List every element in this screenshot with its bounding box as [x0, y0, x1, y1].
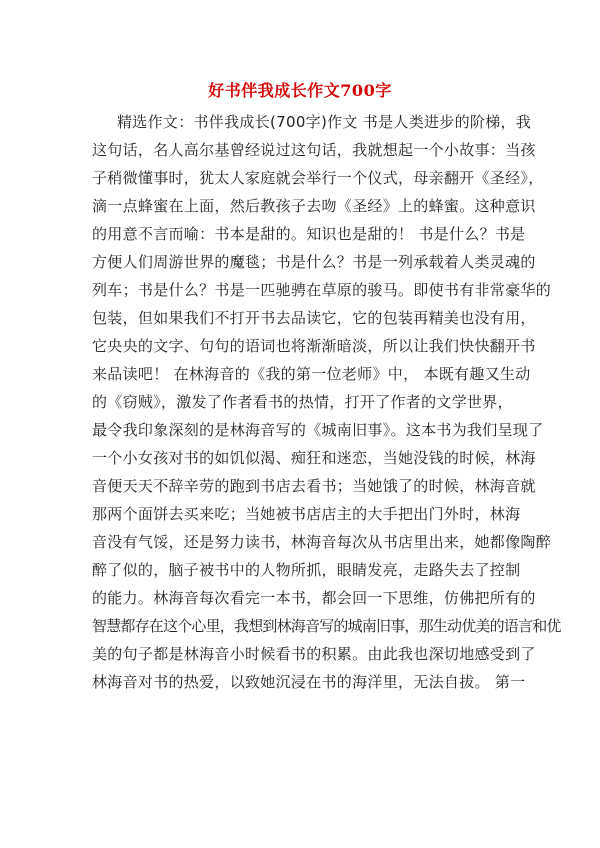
body-line: 来品读吧！ 在林海音的《我的第一位老师》中， 本既有趣又生动 — [92, 365, 531, 383]
body-line: 美的句子都是林海音小时候看书的积累。由此我也深切地感受到了 — [92, 645, 536, 663]
body-line: 音便天天不辞辛劳的跑到书店去看书；当她饿了的时候，林海音就 — [92, 477, 536, 495]
body-line: 方便人们周游世界的魔毯；书是什么？书是一列承载着人类灵魂的 — [92, 253, 536, 271]
body-line: 的用意不言而喻：书本是甜的。知识也是甜的！ 书是什么？书是 — [92, 225, 526, 243]
body-line: 精选作文：书伴我成长(700字)作文 书是人类进步的阶梯，我 — [117, 113, 532, 131]
body-line: 它央央的文字、句句的语词也将渐渐暗淡，所以让我们快快翻开书 — [92, 337, 536, 355]
body-line: 包装，但如果我们不打开书去品读它，它的包装再精美也没有用， — [92, 309, 536, 327]
document-title: 好书伴我成长作文700字 — [208, 81, 392, 100]
body-line: 子稍微懂事时，犹太人家庭就会举行一个仪式，母亲翻开《圣经》， — [92, 169, 544, 187]
body-line: 的《窃贼》，激发了作者看书的热情，打开了作者的文学世界， — [92, 393, 513, 411]
body-line: 音没有气馁，还是努力读书，林海音每次从书店里出来，她都像陶醉 — [92, 533, 552, 551]
body-line: 滴一点蜂蜜在上面，然后教孩子去吻《圣经》上的蜂蜜。这种意识 — [92, 197, 536, 215]
body-line: 那两个面饼去买来吃；当她被书店店主的大手把出门外时，林海 — [92, 505, 521, 523]
body-line: 的能力。林海音每次看完一本书，都会回一下思维，仿佛把所有的 — [92, 589, 536, 607]
body-line: 这句话，名人高尔基曾经说过这句话，我就想起一个小故事：当孩 — [92, 141, 536, 159]
body-line: 列车；书是什么？书是一匹驰骋在草原的骏马。即使书有非常豪华的 — [92, 281, 552, 299]
body-line: 醉了似的，脑子被书中的人物所抓，眼睛发亮，走路失去了控制 — [92, 561, 521, 579]
body-line: 最令我印象深刻的是林海音写的《城南旧事》。这本书为我们呈现了 — [92, 421, 544, 439]
body-line: 一个小女孩对书的如饥似渴、痴狂和迷恋，当她没钱的时候，林海 — [92, 449, 536, 467]
body-line: 林海音对书的热爱，以致她沉浸在书的海洋里，无法自拔。 第一 — [92, 673, 526, 691]
body-line: 智慧都存在这个心里，我想到林海音写的城南旧事，那生动优美的语言和优 — [92, 617, 561, 635]
